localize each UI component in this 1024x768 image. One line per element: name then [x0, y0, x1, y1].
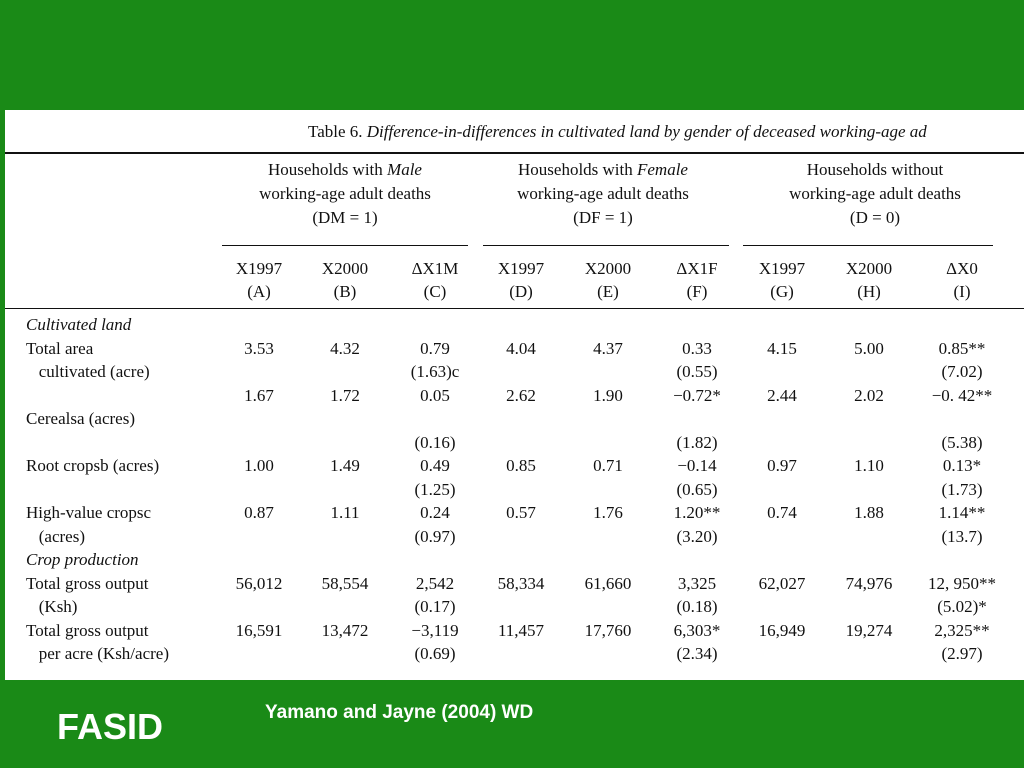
table-cell: 5.00 [854, 338, 884, 358]
group-none-line1: Households without [806, 160, 944, 179]
table-cell: (0.18) [676, 597, 718, 616]
top-rule [5, 152, 1024, 154]
header-rule [5, 308, 1024, 309]
table-cell: 12, 950** [928, 573, 996, 593]
table-cell: 0.33 [682, 338, 712, 358]
table-cell: 1.11 [330, 503, 360, 522]
table-cell: 1.67 [244, 385, 274, 405]
group-female-gender: Female [637, 160, 688, 179]
column-header: ΔX1F [676, 259, 718, 278]
table-cell: 4.37 [593, 338, 623, 358]
group-none-line3: (D = 0) [849, 208, 901, 227]
table-cell: 1.49 [330, 456, 360, 475]
table-cell: −0.72* [673, 385, 721, 405]
table-cell: 17,760 [584, 620, 632, 640]
group-female [483, 158, 723, 230]
table-image [5, 110, 1024, 680]
row-label: Total gross output [26, 573, 149, 593]
table-cell: 1.72 [330, 385, 360, 405]
table-cell: 1.10 [854, 456, 884, 475]
table-cell: 6,303* [673, 620, 721, 640]
table-cell: 56,012 [235, 573, 283, 593]
table-cell: 4.04 [506, 338, 536, 358]
table-cell: (0.16) [414, 432, 456, 452]
table-cell: (0.69) [414, 644, 456, 663]
row-label: per acre (Ksh/acre) [26, 644, 169, 663]
table-cell: 0.13* [942, 456, 982, 475]
table-cell: 2,542 [415, 573, 455, 593]
group-female-line1: Households with [518, 160, 633, 179]
table-cell: 0.57 [506, 503, 536, 522]
table-cell: 1.90 [593, 385, 623, 405]
table-cell: −3,119 [411, 620, 459, 640]
table-cell: 4.15 [767, 338, 797, 358]
table-cell: 2.02 [854, 385, 884, 405]
row-label: Total area [26, 338, 94, 358]
table-cell: 62,027 [758, 573, 806, 593]
table-cell: 2.62 [506, 385, 536, 405]
table-cell: 3.53 [244, 338, 274, 358]
column-header: ΔX0 [946, 259, 978, 278]
column-header: X1997 [497, 259, 545, 278]
column-letter: (D) [509, 282, 533, 301]
group-male-line2: working-age adult deaths [259, 184, 431, 203]
group-female-line2: working-age adult deaths [517, 184, 689, 203]
group-male-line3: (DM = 1) [312, 208, 378, 227]
table-cell: (5.38) [941, 432, 983, 452]
caption-title: Difference-in-differences in cultivated land by gender of deceased working-age ad [366, 122, 927, 141]
table-cell: 0.71 [593, 456, 623, 475]
group-rule-male [222, 245, 468, 246]
column-letter: (G) [770, 282, 794, 301]
table-cell: 0.85 [506, 456, 536, 475]
table-cell: 0.24 [420, 503, 450, 522]
table-cell: 2,325** [934, 620, 990, 640]
caption-prefix: Table 6. [308, 122, 363, 141]
row-label: Cultivated land [26, 315, 132, 334]
table-cell: (5.02)* [937, 597, 987, 616]
table-cell: (2.34) [676, 644, 718, 663]
table-cell: (0.97) [414, 526, 456, 546]
table-cell: (13.7) [941, 526, 983, 546]
table-cell: 0.74 [767, 503, 797, 522]
table-cell: 3,325 [677, 573, 717, 593]
group-none [750, 158, 1000, 230]
table-cell: 1.88 [854, 503, 884, 522]
table-cell: (7.02) [941, 362, 983, 381]
column-header: X2000 [584, 259, 632, 278]
table-cell: 11,457 [497, 620, 545, 640]
table-caption [308, 122, 927, 142]
table-cell: 74,976 [845, 573, 893, 593]
table-cell: 2.44 [767, 385, 797, 405]
column-letter: (H) [857, 282, 881, 301]
table-cell: 0.85** [938, 338, 986, 358]
group-female-line3: (DF = 1) [573, 208, 633, 227]
fasid-logo-text: FASID [57, 706, 164, 747]
column-letter: (I) [953, 282, 971, 301]
table-cell: 58,334 [497, 573, 545, 593]
group-rule-female [483, 245, 729, 246]
table-cell: (1.63)c [410, 362, 460, 381]
column-letter: (A) [247, 282, 271, 301]
table-cell: 58,554 [321, 573, 369, 593]
table-cell: 16,949 [758, 620, 806, 640]
table-cell: 4.32 [330, 338, 360, 358]
table-cell: 0.79 [420, 338, 450, 358]
table-cell: (2.97) [941, 644, 983, 663]
table-cell: (0.65) [676, 479, 718, 499]
column-letter: (C) [423, 282, 447, 301]
row-label: High-value cropsc [26, 503, 152, 522]
table-cell: 1.20** [673, 503, 721, 522]
table-cell: (0.55) [676, 362, 718, 381]
group-male [225, 158, 465, 230]
column-letter: (B) [333, 282, 357, 301]
column-header: ΔX1M [411, 259, 459, 278]
table-cell: 16,591 [235, 620, 283, 640]
column-header: X2000 [845, 259, 893, 278]
table-cell: −0.14 [677, 456, 717, 475]
table-cell: −0. 42** [931, 385, 993, 405]
row-label: cultivated (acre) [26, 362, 150, 381]
table-cell: 0.97 [767, 456, 797, 475]
group-male-line1: Households with [268, 160, 383, 179]
table-cell: 0.87 [244, 503, 274, 522]
column-header: X1997 [758, 259, 806, 278]
column-header: X1997 [235, 259, 283, 278]
table-cell: (1.25) [414, 479, 456, 499]
table-cell: (1.82) [676, 432, 718, 452]
table-cell: 0.49 [420, 456, 450, 475]
row-label: Total gross output [26, 620, 149, 640]
row-label: (Ksh) [26, 597, 78, 616]
table-cell: 1.76 [593, 503, 623, 522]
table-cell: (1.73) [941, 479, 983, 499]
citation: Yamano and Jayne (2004) WD [265, 702, 534, 723]
table-cell: (0.17) [414, 597, 456, 616]
column-letter: (E) [597, 282, 619, 301]
row-label: Root cropsb (acres) [26, 456, 160, 475]
row-label: Crop production [26, 550, 139, 569]
row-label: (acres) [26, 526, 85, 546]
table-cell: 13,472 [321, 620, 369, 640]
group-rule-none [743, 245, 993, 246]
row-label: Cerealsa (acres) [26, 409, 136, 428]
table-cell: 0.05 [420, 385, 450, 405]
table-cell: 1.14** [938, 503, 986, 522]
group-none-line2: working-age adult deaths [789, 184, 961, 203]
table-cell: 19,274 [845, 620, 893, 640]
group-male-gender: Male [387, 160, 422, 179]
table-cell: 1.00 [244, 456, 274, 475]
table-cell: 61,660 [584, 573, 632, 593]
table-cell: (3.20) [676, 526, 718, 546]
column-letter: (F) [686, 282, 708, 301]
column-header: X2000 [321, 259, 369, 278]
